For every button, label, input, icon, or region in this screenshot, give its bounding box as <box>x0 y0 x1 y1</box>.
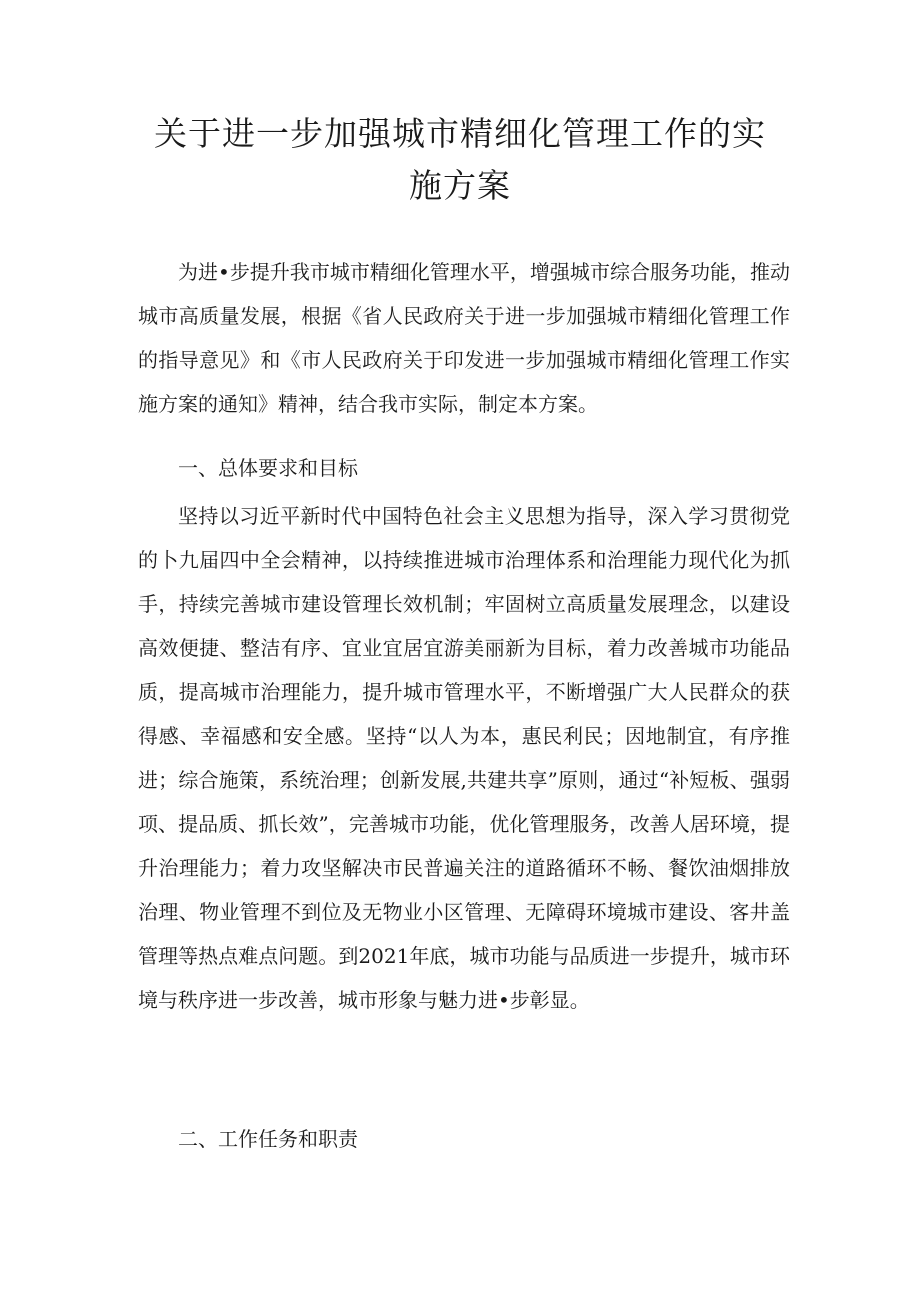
section-2-heading: 二、工作任务和职责 <box>178 1127 358 1151</box>
document-title <box>120 108 800 212</box>
intro-paragraph: 为进•步提升我市城市精细化管理水平，增强城市综合服务功能，推动城市高质量发展，根据《省人民政府关于进一步加强城市精细化管理工作的指导意见》和《市人民政府关于印发进一步加强城市精细化管理工作实施方案的通知》精神，结合我市实际，制定本方案。 <box>138 260 790 416</box>
section-1-paragraph: 坚持以习近平新时代中国特色社会主义思想为指导，深入学习贯彻党的卜九届四中全会精神，以持续推进城市治理体系和治理能力现代化为抓手，持续完善城市建设管理长效机制；牢固树立高质量发展理念，以建设高效便捷、整洁有序、宜业宜居宜游美丽新为目标，着力改善城市功能品质，提高城市治理能力，提升城市管理水平，不断增强广大人民群众的获得感、幸福感和安全感。坚持“以人为本，惠民利民；因地制宜，有序推进；综合施策，系统治理；创新发展,共建共享”原则，通过“补短板、强弱项、提品质、抓长效”，完善城市功能，优化管理服务，改善人居环境，提升治理能力；着力攻坚解决市民普遍关注的道路循环不畅、餐饮油烟排放治理、物业管理不到位及无物业小区管理、无障碍环境城市建设、客井盖管理等热点难点问题。到2021年底，城市功能与品质进一步提升，城市环境与秩序进一步改善，城市形象与魅力进•步彰显。 <box>138 504 790 1012</box>
document-title-line-2: 施方案 <box>409 166 511 205</box>
section-1-heading: 一、总体要求和目标 <box>178 456 358 480</box>
document-title-line-1: 关于进一步加强城市精细化管理工作的实 <box>154 114 766 153</box>
